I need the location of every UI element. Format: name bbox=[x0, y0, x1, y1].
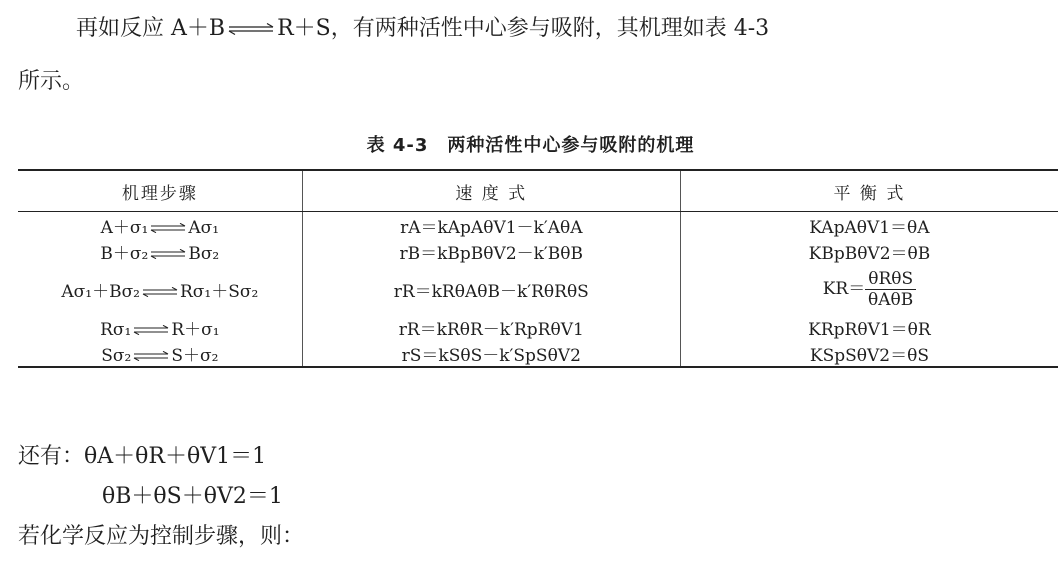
intro-lead: 再如反应 A＋B bbox=[76, 16, 226, 41]
step-left: Rσ₁ bbox=[100, 319, 132, 340]
site-balance-1: 还有：θA＋θR＋θV1＝1 bbox=[18, 444, 267, 469]
equilibrium-arrow-icon bbox=[142, 287, 178, 297]
closing-sentence: 若化学反应为控制步骤，则： bbox=[18, 524, 305, 549]
rate-cell: rB＝kBpBθV2－k′BθB bbox=[302, 238, 680, 264]
equilibrium-cell: KRpRθV1＝θR bbox=[680, 314, 1058, 340]
fraction-denominator: θAθB bbox=[868, 289, 914, 310]
rate-cell: rR＝kRθR－k′RpRθV1 bbox=[302, 314, 680, 340]
table-row bbox=[18, 340, 1058, 367]
step-left: B＋σ₂ bbox=[100, 243, 149, 264]
rate-cell: rS＝kSθS－k′SpSθV2 bbox=[302, 340, 680, 367]
table-row bbox=[18, 264, 1058, 314]
step-left: A＋σ₁ bbox=[100, 217, 149, 238]
site-balance-2: θB＋θS＋θV2＝1 bbox=[102, 484, 283, 509]
step-right: Rσ₁＋Sσ₂ bbox=[179, 281, 259, 302]
intro-line2: 所示。 bbox=[18, 69, 85, 94]
table-caption: 表 4-3 两种活性中心参与吸附的机理 bbox=[366, 135, 695, 156]
equilibrium-arrow-icon bbox=[133, 351, 169, 361]
mechanism-table bbox=[18, 169, 1058, 368]
header-rate: 速 度 式 bbox=[302, 170, 680, 212]
table-header-row bbox=[18, 170, 1058, 212]
step-cell bbox=[18, 264, 302, 314]
table-row bbox=[18, 238, 1058, 264]
equilibrium-cell: KSpSθV2＝θS bbox=[680, 340, 1058, 367]
step-right: R＋σ₁ bbox=[171, 319, 220, 340]
intro-tail: R＋S，有两种活性中心参与吸附，其机理如表 4-3 bbox=[277, 16, 770, 41]
header-step: 机理步骤 bbox=[18, 170, 302, 212]
step-cell bbox=[18, 314, 302, 340]
equilibrium-cell: KBpBθV2＝θB bbox=[680, 238, 1058, 264]
intro-paragraph bbox=[76, 14, 769, 44]
step-cell bbox=[18, 238, 302, 264]
step-left: Sσ₂ bbox=[101, 345, 132, 366]
equilibrium-arrow-icon bbox=[150, 249, 186, 259]
step-right: S＋σ₂ bbox=[171, 345, 219, 366]
step-left: Aσ₁＋Bσ₂ bbox=[61, 281, 140, 302]
fraction-numerator: θRθS bbox=[865, 269, 916, 290]
equilibrium-arrow-icon bbox=[227, 23, 275, 35]
rate-cell: rA＝kApAθV1－k′AθA bbox=[302, 212, 680, 239]
table-row bbox=[18, 212, 1058, 239]
header-equilibrium: 平 衡 式 bbox=[680, 170, 1058, 212]
step-cell bbox=[18, 212, 302, 239]
equilibrium-cell: KApAθV1＝θA bbox=[680, 212, 1058, 239]
table-row bbox=[18, 314, 1058, 340]
equilibrium-lhs: KR＝ bbox=[822, 278, 866, 299]
equilibrium-cell bbox=[680, 264, 1058, 314]
equilibrium-arrow-icon bbox=[150, 223, 186, 233]
step-right: Aσ₁ bbox=[188, 217, 220, 238]
rate-cell: rR＝kRθAθB－k′RθRθS bbox=[302, 264, 680, 314]
equilibrium-fraction bbox=[865, 269, 916, 310]
equilibrium-arrow-icon bbox=[133, 325, 169, 335]
step-right: Bσ₂ bbox=[188, 243, 220, 264]
step-cell bbox=[18, 340, 302, 367]
